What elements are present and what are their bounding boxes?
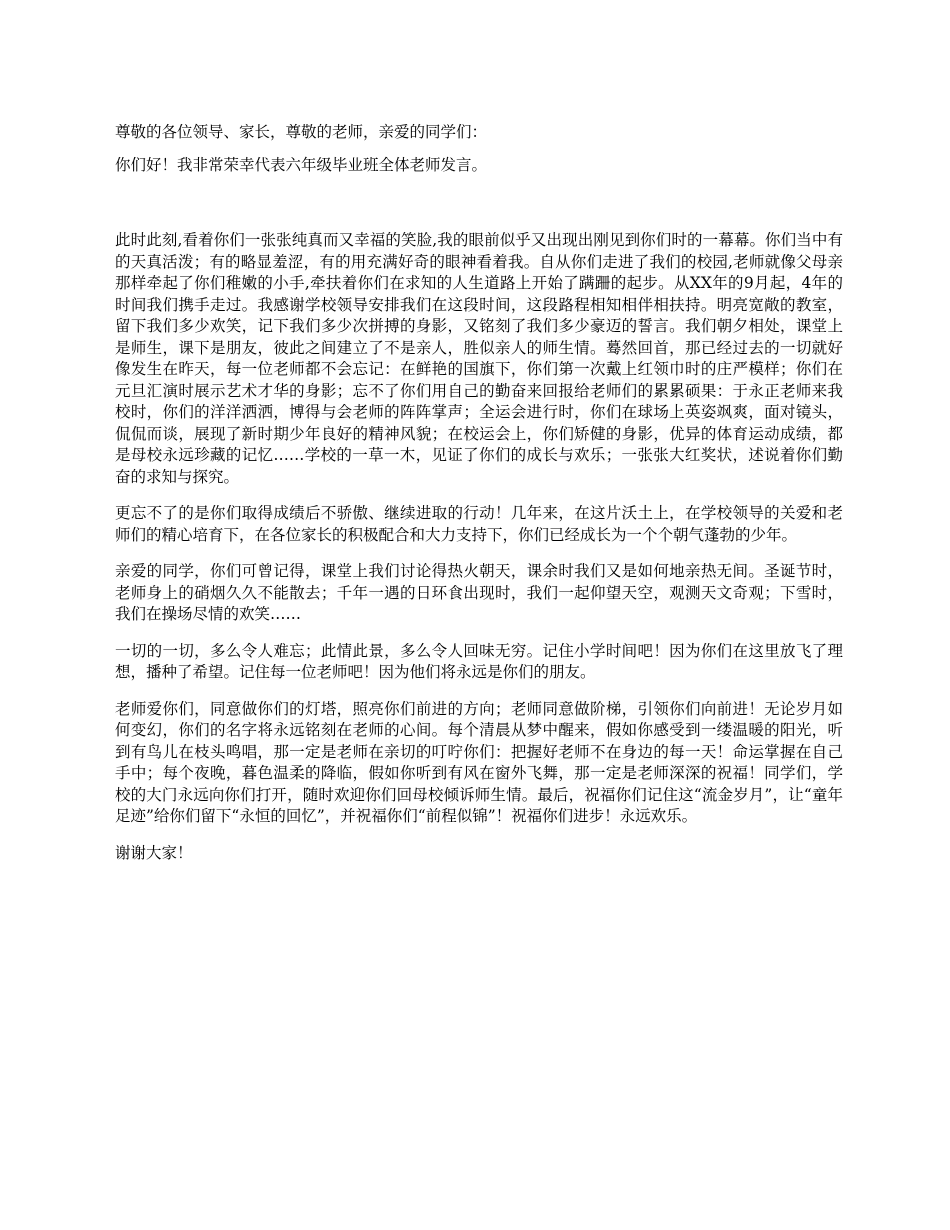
body-paragraph-3: 亲爱的同学，你们可曾记得，课堂上我们讨论得热火朝天，课余时我们又是如何地亲热无间。圣诞节时，老师身上的硝烟久久不能散去；千年一遇的日环食出现时，我们一起仰望天空，观测天文奇观；下雪时，我们在操场尽情的欢笑…… [115,562,843,623]
body-paragraph-1: 此时此刻,看着你们一张张纯真而又幸福的笑脸,我的眼前似乎又出现出刚见到你们时的一幕幕。你们当中有的天真活泼；有的略显羞涩，有的用充满好奇的眼神看着我。自从你们走进了我们的校园,老师就像父母亲那样牵起了你们稚嫩的小手,牵扶着你们在求知的人生道路上开始了蹒跚的起步。从XX年的9月起，4年的时间我们携手走过。我感谢学校领导安排我们在这段时间，这段路程相知相伴相扶持。明亮宽敞的教室，留下我们多少欢笑，记下我们多少次拼搏的身影，又铭刻了我们多少豪迈的誓言。我们朝夕相处，课堂上是师生，课下是朋友，彼此之间建立了不是亲人，胜似亲人的师生情。蓦然回首，那已经过去的一切就好像发生在昨天，每一位老师都不会忘记：在鲜艳的国旗下，你们第一次戴上红领巾时的庄严模样；你们在元旦汇演时展示艺术才华的身影；忘不了你们用自己的勤奋来回报给老师们的累累硕果：于永正老师来我校时，你们的洋洋洒洒，博得与会老师的阵阵掌声；全运会进行时，你们在球场上英姿飒爽，面对镜头，侃侃而谈，展现了新时期少年良好的精神风貌；在校运会上，你们矫健的身影，优异的体育运动成绩，都是母校永远珍藏的记忆……学校的一草一木，见证了你们的成长与欢乐；一张张大红奖状，述说着你们勤奋的求知与探究。 [115,231,843,486]
speech-document [115,122,843,879]
body-paragraph-2: 更忘不了的是你们取得成绩后不骄傲、继续进取的行动！几年来，在这片沃土上，在学校领导的关爱和老师们的精心培育下，在各位家长的积极配合和大力支持下，你们已经成长为一个个朝气蓬勃的少年。 [115,504,843,544]
opening-line: 你们好！我非常荣幸代表六年级毕业班全体老师发言。 [115,155,488,174]
body-paragraph-5: 老师爱你们，同意做你们的灯塔，照亮你们前进的方向；老师同意做阶梯，引领你们向前进！无论岁月如何变幻，你们的名字将永远铭刻在老师的心间。每个清晨从梦中醒来，假如你感受到一缕温暖的阳光，听到有鸟儿在枝头鸣唱，那一定是老师在亲切的叮咛你们：把握好老师不在身边的每一天！命运掌握在自己手中；每个夜晚，暮色温柔的降临，假如你听到有风在窗外飞舞，那一定是老师深深的祝福！同学们，学校的大门永远向你们打开，随时欢迎你们回母校倾诉师生情。最后，祝福你们记住这“流金岁月”，让“童年足迹”给你们留下“永恒的回忆”，并祝福你们“前程似锦”！祝福你们进步！永远欢乐。 [115,699,843,825]
closing-line: 谢谢大家！ [115,843,193,862]
salutation: 尊敬的各位领导、家长，尊敬的老师，亲爱的同学们： [115,123,488,141]
body-paragraph-4: 一切的一切，多么令人难忘；此情此景，多么令人回味无穷。记住小学时间吧！因为你们在这里放飞了理想，播种了希望。记住每一位老师吧！因为他们将永远是你们的朋友。 [115,641,843,681]
